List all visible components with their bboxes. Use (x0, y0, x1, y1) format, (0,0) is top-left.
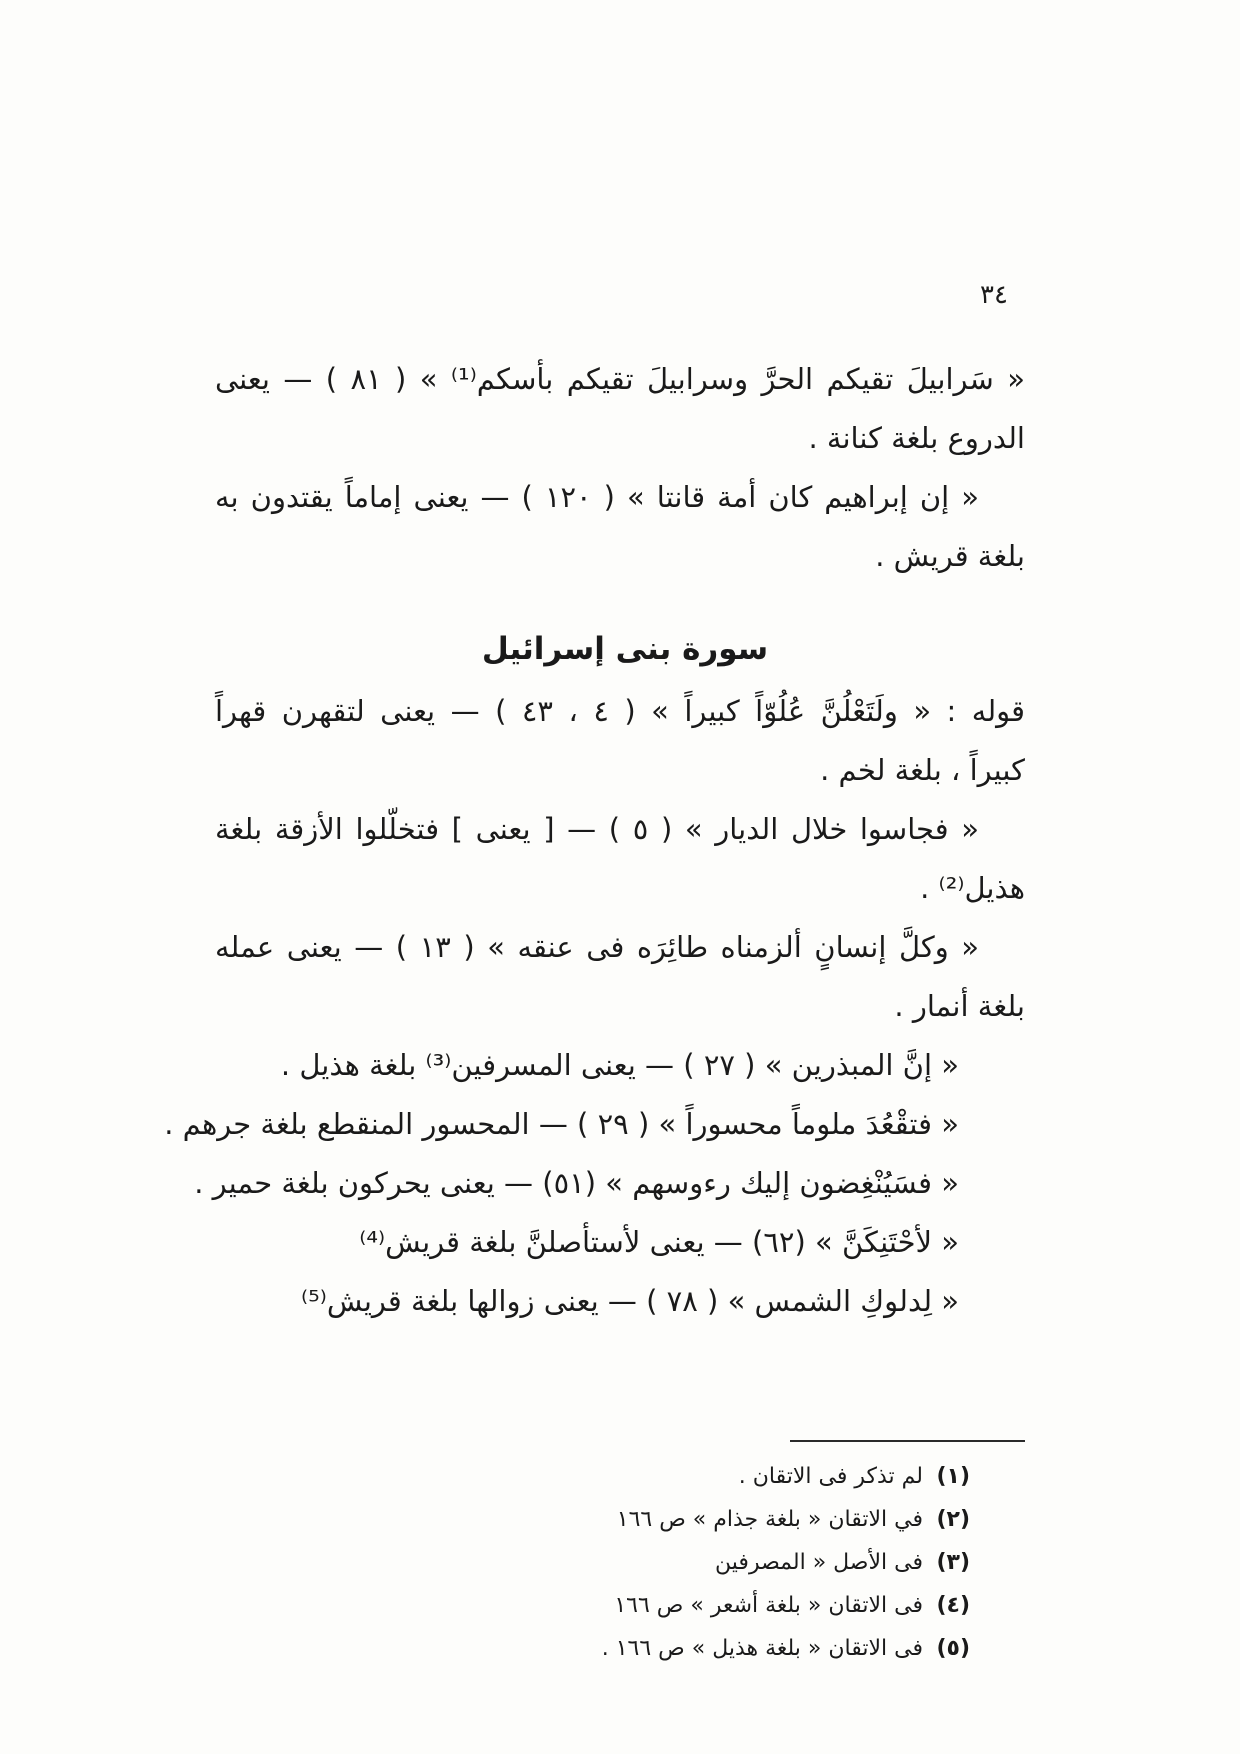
text-line: « لأحْتَنِكَنَّ » (٦٢) — يعنى لأستأصلنَّ بلغة قريش⁽⁴⁾ (359, 1225, 959, 1259)
text-line: هذيل⁽²⁾ . (920, 871, 1025, 905)
footnote-item (470, 1541, 970, 1584)
footnote-item (470, 1498, 970, 1541)
text-line: الدروع بلغة كنانة . (808, 421, 1025, 455)
footnotes (470, 1455, 970, 1670)
footnote-divider (790, 1440, 1025, 1442)
footnote-text: فى الاتقان « بلغة هذيل » ص ١٦٦ . (601, 1636, 923, 1661)
text-line: « فجاسوا خلال الديار » ( ٥ ) — [ يعنى ] فتخلّلوا الأزقة بلغة (215, 812, 980, 846)
text-line: « فسَيُنْغِضون إليك رءوسهم » (٥١) — يعنى يحركون بلغة حمير . (194, 1166, 959, 1200)
text-line: « لِدلوكِ الشمس » ( ٧٨ ) — يعنى زوالها بلغة قريش⁽⁵⁾ (300, 1284, 959, 1318)
main-text (164, 350, 1025, 1331)
footnote-item (470, 1455, 970, 1498)
text-line: كبيراً ، بلغة لخم . (820, 753, 1025, 787)
footnote-text: في الاتقان « بلغة جذام » ص ١٦٦ (616, 1507, 923, 1532)
footnote-item (470, 1627, 970, 1670)
text-line: « فتقْعُدَ ملوماً محسوراً » ( ٢٩ ) — المحسور المنقطع بلغة جرهم . (164, 1107, 959, 1141)
footnote-text: لم تذكر فى الاتقان . (738, 1464, 923, 1489)
footnote-text: فى الأصل « المصرفين (715, 1550, 923, 1575)
footnote-number: (٢) (936, 1507, 970, 1532)
text-line: « وكلَّ إنسانٍ ألزمناه طائِرَه فى عنقه » ( ١٣ ) — يعنى عمله (215, 930, 980, 964)
text-line: « سَرابيلَ تقيكم الحرَّ وسرابيلَ تقيكم بأسكم⁽¹⁾ » ( ٨١ ) — يعنى (215, 362, 1025, 396)
page-number: ٣٤ (980, 280, 1008, 310)
text-line: « إن إبراهيم كان أمة قانتا » ( ١٢٠ ) — يعنى إماماً يقتدون به (215, 480, 979, 514)
text-line: قوله : « ولَتَعْلُنَّ عُلُوّاً كبيراً » ( ٤ ، ٤٣ ) — يعنى لتقهرن قهراً (215, 694, 1025, 728)
footnote-number: (٣) (936, 1550, 970, 1575)
footnote-text: فى الاتقان « بلغة أشعر » ص ١٦٦ (614, 1593, 923, 1618)
text-line: « إنَّ المبذرين » ( ٢٧ ) — يعنى المسرفين⁽³⁾ بلغة هذيل . (280, 1048, 959, 1082)
text-line: بلغة قريش . (875, 539, 1025, 573)
section-heading: سورة بنى إسرائيل (481, 631, 769, 667)
footnote-item (470, 1584, 970, 1627)
footnote-number: (١) (936, 1464, 970, 1489)
text-line: بلغة أنمار . (894, 989, 1025, 1023)
footnote-number: (٥) (936, 1636, 970, 1661)
footnote-number: (٤) (936, 1593, 970, 1618)
section-spacer (215, 586, 1025, 616)
